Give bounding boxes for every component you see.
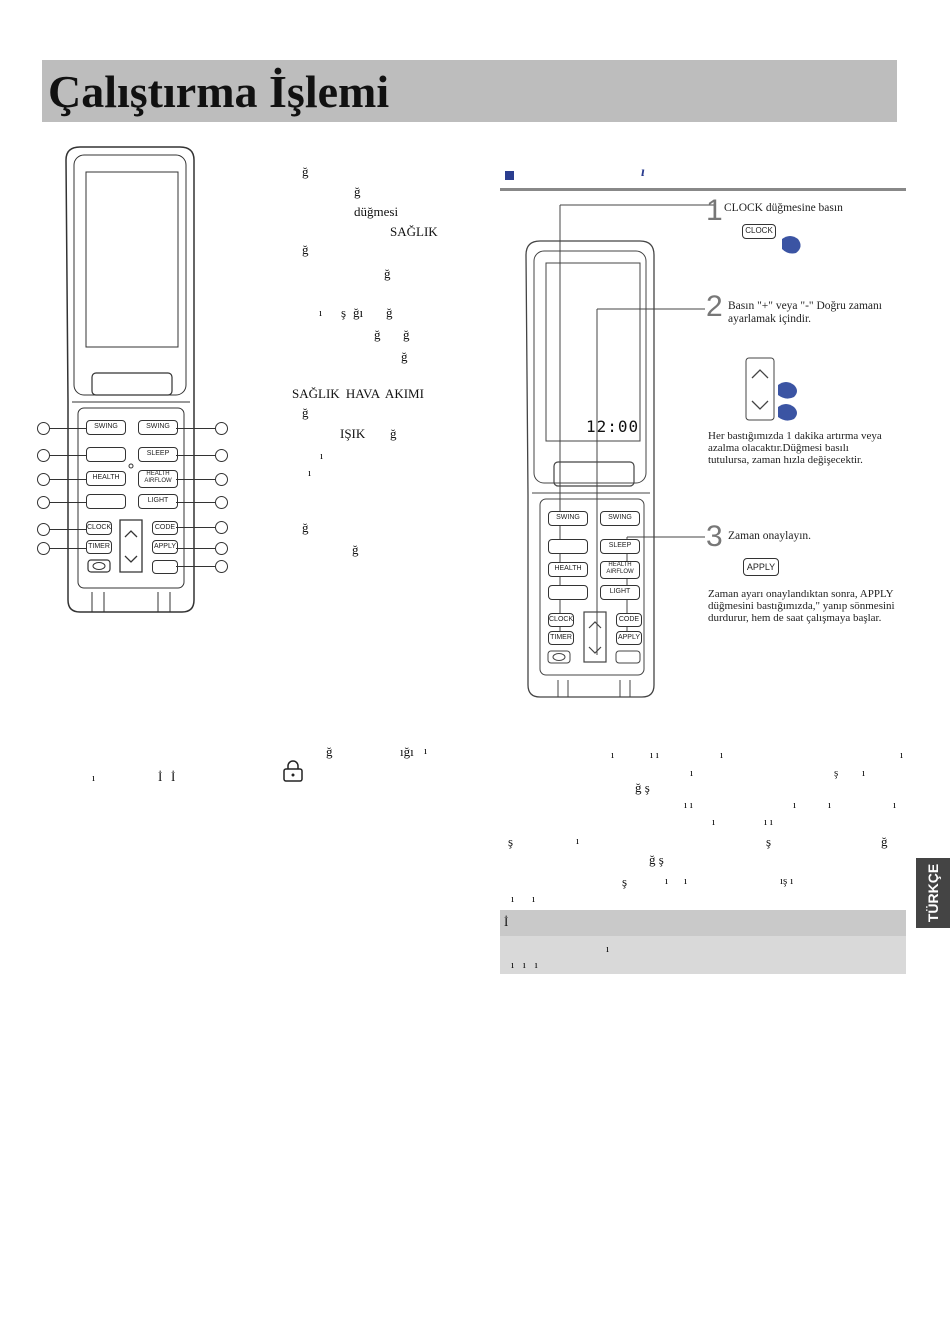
health-airflow-button-r: HEALTH AIRFLOW — [600, 561, 640, 579]
step-1-clock-button: CLOCK — [742, 224, 776, 239]
text-fragment: ı — [665, 875, 669, 887]
clock-button: CLOCK — [86, 521, 112, 535]
text-fragment: ğ — [384, 266, 391, 281]
text-fragment: ğ — [302, 164, 309, 179]
text-fragment: ş — [834, 767, 839, 779]
text-fragment: düğmesi — [354, 204, 399, 219]
timer-button-r: TIMER — [548, 631, 574, 645]
callout-circle — [215, 422, 228, 435]
text-fragment: ı ı — [764, 816, 773, 828]
step-2-number: 2 — [706, 290, 723, 323]
text-fragment: ı — [793, 799, 797, 811]
callout-circle — [215, 473, 228, 486]
lock-fragment: ı — [92, 772, 96, 784]
remote-illustration-left — [0, 0, 250, 640]
code-button: CODE — [152, 521, 178, 535]
text-fragment: ğ — [390, 426, 397, 441]
text-fragment: ı — [893, 799, 897, 811]
text-fragment: ğ — [354, 184, 361, 199]
lock-fragment: İ — [171, 769, 176, 784]
step-3-detail: Zaman ayarı onaylandıktan sonra, APPLY düğmesini bastığımızda," yanıp sönmesini durdurur, hem de saat çalışmaya başlar. — [708, 588, 895, 624]
text-fragment: ı — [308, 467, 312, 479]
lock-fragment: ğ — [326, 744, 333, 759]
timer-button: TIMER — [86, 540, 112, 554]
section-marker — [505, 171, 514, 180]
sleep-button-r: SLEEP — [600, 539, 640, 554]
text-fragment: SAĞLIK HAVA AKIMI — [292, 386, 424, 401]
text-fragment: IŞIK — [340, 426, 366, 441]
lock-icon — [282, 760, 304, 787]
lock-fragment: ı — [424, 745, 428, 757]
text-fragment: ı — [690, 767, 694, 779]
callout-circle — [215, 560, 228, 573]
swing-button-right: SWING — [138, 420, 178, 435]
health-airflow-button: HEALTH AIRFLOW — [138, 470, 178, 488]
callout-circle — [215, 496, 228, 509]
text-fragment: ğ — [403, 327, 410, 342]
step-2-text: Basın "+" veya "-" Doğru zamanı ayarlamak içindir. — [728, 300, 882, 325]
note-box-header — [500, 910, 906, 936]
text-fragment: SAĞLIK — [390, 224, 438, 239]
step-3-apply-button: APPLY — [743, 558, 779, 576]
text-fragment: ı — [320, 450, 324, 462]
text-fragment: ğ — [374, 327, 381, 342]
text-fragment: ı — [576, 835, 580, 847]
text-fragment: ğ ş — [649, 852, 664, 867]
text-fragment: ğ — [881, 834, 888, 849]
text-fragment: ğ — [302, 242, 309, 257]
swing-button-right-r: SWING — [600, 511, 640, 526]
callout-circle — [215, 521, 228, 534]
swing-button-left-r: SWING — [548, 511, 588, 526]
clock-button-r: CLOCK — [548, 613, 574, 627]
health-button-r: HEALTH — [548, 562, 588, 577]
section-rule — [500, 188, 906, 191]
blank-button-2 — [86, 494, 126, 509]
callout-circle — [215, 542, 228, 555]
text-fragment: ı — [611, 749, 615, 761]
text-fragment: ı — [720, 749, 724, 761]
text-fragment: ş — [341, 305, 347, 320]
blank-button-3 — [152, 560, 178, 574]
step-3-number: 3 — [706, 520, 723, 553]
apply-button-r: APPLY — [616, 631, 642, 645]
sleep-button: SLEEP — [138, 447, 178, 462]
code-button-r: CODE — [616, 613, 642, 627]
step-3-text: Zaman onaylayın. — [728, 530, 812, 542]
text-fragment: ğ — [302, 520, 309, 535]
note-line-2: ı ı ı — [511, 959, 538, 971]
text-fragment: ğ ş — [635, 780, 650, 795]
text-fragment: ı — [828, 799, 832, 811]
apply-button: APPLY — [152, 540, 178, 554]
blank-button-r1 — [548, 539, 588, 554]
step-2-detail: Her bastığımızda 1 dakika artırma veya azalma olacaktır.Düğmesi basılı tutulursa, zaman hızla değişecektir. — [708, 430, 882, 466]
text-fragment: ş — [766, 834, 772, 849]
swing-button-left: SWING — [86, 420, 126, 435]
text-fragment: ş — [622, 874, 628, 889]
text-fragment: ı — [532, 893, 536, 905]
text-fragment: ı — [900, 749, 904, 761]
language-tab-label-wrap — [916, 858, 950, 928]
section-marker-italic: ı — [641, 165, 645, 180]
text-fragment: ğ — [401, 349, 408, 364]
text-fragment: ğ — [386, 305, 393, 320]
text-fragment: ğ — [302, 405, 309, 420]
lock-fragment: İ — [158, 769, 163, 784]
text-fragment: ı — [712, 816, 716, 828]
light-button: LIGHT — [138, 494, 178, 509]
step-1-text: CLOCK düğmesine basın — [724, 202, 843, 214]
lcd-time: 12:00 — [586, 417, 640, 436]
text-fragment: ğı — [353, 305, 364, 320]
step-1-number: 1 — [706, 194, 723, 227]
page-title: Çalıştırma İşlemi — [48, 66, 390, 117]
lock-fragment: ığı — [400, 744, 414, 759]
language-tab-label: TÜRKÇE — [925, 863, 941, 923]
callout-circle — [215, 449, 228, 462]
health-button: HEALTH — [86, 471, 126, 486]
blank-button-r2 — [548, 585, 588, 600]
text-fragment: ı — [511, 893, 515, 905]
text-fragment: ş — [508, 834, 514, 849]
text-fragment: ğ — [352, 542, 359, 557]
text-fragment: ı — [862, 767, 866, 779]
text-fragment: ı ı — [684, 799, 693, 811]
text-fragment: ış ı — [780, 875, 794, 887]
note-line-1: ı — [606, 943, 610, 955]
light-button-r: LIGHT — [600, 585, 640, 600]
text-fragment: ı ı — [650, 749, 659, 761]
note-head-text: İ — [504, 914, 509, 929]
blank-button-1 — [86, 447, 126, 462]
text-fragment: ı — [319, 307, 323, 319]
text-fragment: ı — [684, 875, 688, 887]
